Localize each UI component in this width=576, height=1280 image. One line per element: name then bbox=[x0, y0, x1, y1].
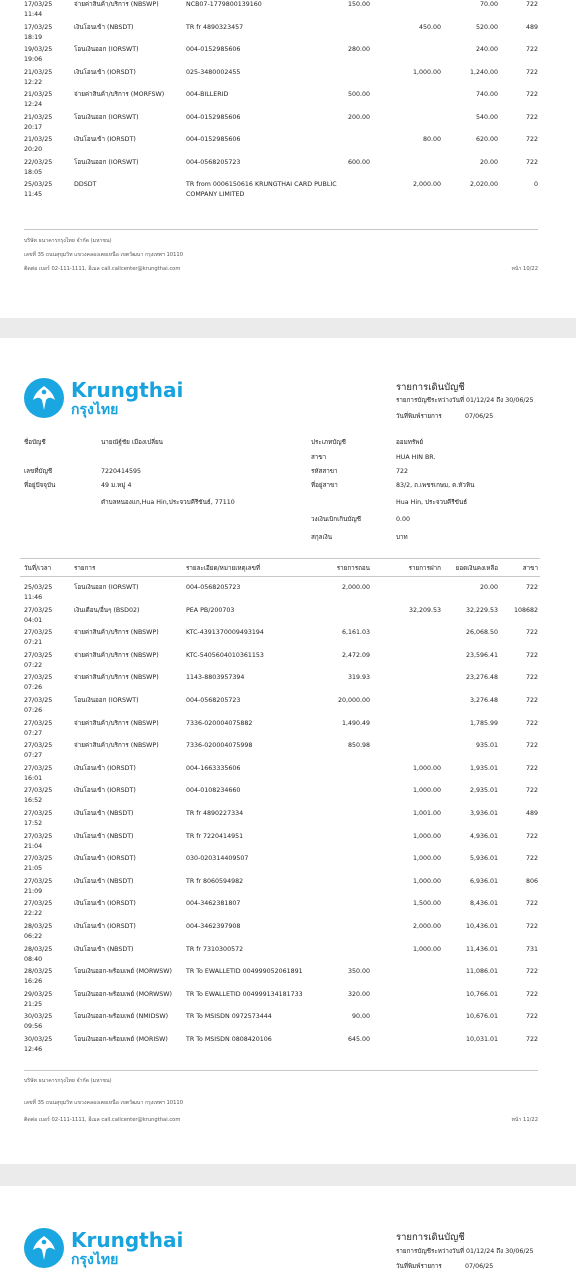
row-transaction: เงินโอนเข้า (NBSDT) bbox=[74, 810, 134, 817]
row-time: 21:25 bbox=[24, 1000, 43, 1008]
currency-label: สกุลเงิน bbox=[311, 534, 333, 541]
row-balance: 240.00 bbox=[475, 46, 498, 53]
footer-contact: ติดต่อ เบอร์ 02-111-1111, อีเมล call.callcenter@krungthai.com bbox=[24, 266, 181, 272]
statement-title: รายการเดินบัญชี bbox=[396, 382, 465, 393]
row-reference: TR To MSISDN 0808420106 bbox=[186, 1036, 272, 1043]
table-row bbox=[0, 922, 576, 944]
row-deposit: 1,500.00 bbox=[412, 900, 441, 908]
row-transaction: จ่ายค่าสินค้า/บริการ (NBSWP) bbox=[74, 719, 159, 727]
row-time: 17:52 bbox=[24, 820, 43, 827]
row-reference: 004-3462397908 bbox=[186, 923, 241, 930]
row-balance: 20.00 bbox=[479, 584, 498, 591]
row-reference: 025-3480002455 bbox=[186, 68, 241, 76]
row-reference: PEA PB/200703 bbox=[186, 606, 235, 614]
account-name-label: ชื่อบัญชี bbox=[24, 439, 46, 446]
row-time: 16:01 bbox=[24, 774, 43, 782]
col-deposit: รายการฝาก bbox=[408, 565, 441, 572]
row-date: 27/03/25 bbox=[24, 810, 53, 817]
row-branch: 722 bbox=[525, 968, 538, 976]
row-time: 07:21 bbox=[24, 639, 43, 647]
row-balance: 11,436.01 bbox=[465, 945, 498, 953]
row-time: 07:26 bbox=[24, 707, 43, 714]
row-reference: 004-0568205723 bbox=[186, 697, 241, 704]
row-balance: 5,936.01 bbox=[469, 855, 498, 863]
row-deposit: 1,000.00 bbox=[412, 764, 441, 772]
brand-name-thai: กรุงไทย bbox=[71, 402, 119, 418]
row-withdraw: 319.93 bbox=[347, 674, 370, 682]
row-time: 04:01 bbox=[24, 616, 43, 624]
row-transaction: โอนเงินออก (IORSWT) bbox=[74, 697, 139, 704]
row-date: 27/03/25 bbox=[24, 787, 53, 795]
row-date: 27/03/25 bbox=[24, 674, 53, 682]
row-transaction: เงินโอนเข้า (IORSDT) bbox=[74, 787, 136, 795]
row-time: 11:44 bbox=[24, 11, 43, 18]
row-transaction: โอนเงินออก (IORSWT) bbox=[74, 584, 139, 591]
table-header-bottom-rule bbox=[20, 576, 540, 577]
footer-address: เลขที่ 35 ถนนสุขุมวิท แขวงคลองเตยเหนือ เขตวัฒนา กรุงเทพฯ 10110 bbox=[24, 252, 184, 258]
row-transaction: จ่ายค่าสินค้า/บริการ (NBSWP) bbox=[74, 1, 159, 8]
row-withdraw: 645.00 bbox=[347, 1036, 370, 1043]
branch-address-2: Hua Hin, ประจวบคีรีขันธ์ bbox=[396, 499, 468, 506]
currency-value: บาท bbox=[396, 534, 408, 541]
table-row bbox=[0, 45, 576, 67]
address-label: ที่อยู่ปัจจุบัน bbox=[24, 482, 56, 489]
table-row bbox=[0, 180, 576, 202]
row-transaction: เงินโอนเข้า (NBSDT) bbox=[74, 945, 134, 953]
brand-name-thai: กรุงไทย bbox=[71, 1252, 119, 1268]
row-withdraw: 2,000.00 bbox=[341, 584, 370, 591]
row-transaction: เงินโอนเข้า (IORSDT) bbox=[74, 136, 136, 143]
footer-contact: ติดต่อ เบอร์ 02-111-1111, อีเมล call.callcenter@krungthai.com bbox=[24, 1117, 181, 1123]
row-balance: 1,240.00 bbox=[469, 68, 498, 76]
row-branch: 731 bbox=[525, 945, 538, 953]
branch-code: 722 bbox=[396, 468, 409, 475]
row-transaction: โอนเงินออก-พร้อมเพย์ (MORWSW) bbox=[74, 968, 172, 976]
row-time: 16:52 bbox=[24, 797, 43, 805]
row-transaction: จ่ายค่าสินค้า/บริการ (NBSWP) bbox=[74, 674, 159, 682]
row-deposit: 2,000.00 bbox=[412, 181, 441, 188]
row-balance: 740.00 bbox=[475, 91, 498, 98]
row-withdraw: 150.00 bbox=[347, 1, 370, 8]
row-date: 27/03/25 bbox=[24, 697, 53, 704]
row-time: 22:22 bbox=[24, 910, 43, 918]
row-reference: TR fr 7310300572 bbox=[186, 945, 244, 953]
address-line-2: ตำบลหนองแก,Hua Hin,ประจวบคีรีขันธ์, 77110 bbox=[101, 499, 235, 506]
table-row bbox=[0, 0, 576, 22]
krungthai-bird-logo-icon bbox=[24, 378, 64, 418]
row-balance: 540.00 bbox=[475, 113, 498, 121]
row-withdraw: 20,000.00 bbox=[337, 697, 370, 704]
col-transaction: รายการ bbox=[74, 565, 96, 572]
row-time: 19:06 bbox=[24, 56, 43, 63]
row-branch: 722 bbox=[525, 787, 538, 795]
row-time: 07:27 bbox=[24, 752, 43, 760]
row-reference: TR fr 7220414951 bbox=[186, 832, 244, 840]
row-branch: 806 bbox=[525, 877, 538, 885]
table-row bbox=[0, 832, 576, 854]
branch-name: HUA HIN BR. bbox=[396, 454, 436, 461]
row-reference: TR To MSISDN 0972573444 bbox=[186, 1013, 272, 1021]
col-branch: สาขา bbox=[522, 565, 538, 572]
row-transaction: เงินโอนเข้า (NBSDT) bbox=[74, 832, 134, 840]
row-reference: TR from 0006150616 KRUNGTHAI CARD PUBLIC bbox=[186, 181, 337, 188]
branch-address-label: ที่อยู่สาขา bbox=[311, 482, 338, 489]
row-time: 21:04 bbox=[24, 842, 43, 850]
row-reference: 004-0108234660 bbox=[186, 787, 241, 795]
row-time: 12:22 bbox=[24, 78, 43, 86]
row-date: 19/03/25 bbox=[24, 46, 53, 53]
row-branch: 108682 bbox=[513, 606, 538, 614]
row-reference: 004-0152985606 bbox=[186, 113, 241, 121]
row-date: 29/03/25 bbox=[24, 990, 53, 998]
row-withdraw: 2,472.09 bbox=[341, 651, 370, 659]
row-deposit: 1,000.00 bbox=[412, 68, 441, 76]
row-deposit: 80.00 bbox=[422, 136, 441, 143]
col-reference: รายละเอียด/หมายเหตุเลขที่ bbox=[186, 565, 261, 572]
row-balance: 32,229.53 bbox=[465, 606, 498, 614]
statement-period: รายการบัญชีระหว่างวันที่ 01/12/24 ถึง 30/06/25 bbox=[396, 1248, 534, 1255]
row-reference: TR To EWALLETID 004999052061891 bbox=[186, 968, 303, 976]
table-row bbox=[0, 696, 576, 718]
row-branch: 722 bbox=[525, 764, 538, 772]
row-branch: 722 bbox=[525, 1, 538, 8]
row-deposit: 1,001.00 bbox=[412, 810, 441, 817]
row-branch: 722 bbox=[525, 136, 538, 143]
row-reference: 004-1663335606 bbox=[186, 764, 241, 772]
row-reference: 004-3462381807 bbox=[186, 900, 241, 908]
table-row bbox=[0, 651, 576, 673]
row-withdraw: 600.00 bbox=[347, 158, 370, 166]
table-row bbox=[0, 967, 576, 989]
row-time: 07:27 bbox=[24, 729, 43, 737]
table-row bbox=[0, 945, 576, 967]
row-reference: NCB07-1779800139160 bbox=[186, 1, 262, 8]
row-transaction: โอนเงินออก-พร้อมเพย์ (NMIDSW) bbox=[74, 1013, 169, 1021]
row-reference: TR fr 8060594982 bbox=[186, 877, 244, 885]
row-transaction: เงินเดือน/อื่นๆ (BSD02) bbox=[74, 606, 140, 614]
row-reference: 7336-020004075998 bbox=[186, 742, 253, 750]
row-time: 16:26 bbox=[24, 978, 43, 986]
row-date: 27/03/25 bbox=[24, 877, 53, 885]
row-balance: 2,020.00 bbox=[469, 181, 498, 188]
row-transaction: จ่ายค่าสินค้า/บริการ (NBSWP) bbox=[74, 742, 159, 750]
row-withdraw: 850.98 bbox=[347, 742, 370, 750]
row-date: 27/03/25 bbox=[24, 719, 53, 727]
row-balance: 6,936.01 bbox=[469, 877, 498, 885]
col-withdraw: รายการถอน bbox=[336, 565, 370, 572]
statement-period: รายการบัญชีระหว่างวันที่ 01/12/24 ถึง 30/06/25 bbox=[396, 397, 534, 404]
page-number: หน้า 11/22 bbox=[511, 1117, 538, 1123]
table-row bbox=[0, 809, 576, 831]
table-row bbox=[0, 854, 576, 876]
row-date: 27/03/25 bbox=[24, 742, 53, 750]
row-balance: 10,766.01 bbox=[465, 990, 498, 998]
table-row bbox=[0, 135, 576, 157]
row-balance: 3,276.48 bbox=[469, 697, 498, 704]
row-branch: 722 bbox=[525, 832, 538, 840]
row-date: 27/03/25 bbox=[24, 629, 53, 637]
row-balance: 26,068.50 bbox=[465, 629, 498, 637]
row-reference: 004-0152985606 bbox=[186, 136, 241, 143]
address-line-1: 49 ม.หมู่ 4 bbox=[101, 482, 132, 489]
row-branch: 489 bbox=[525, 23, 538, 31]
table-row bbox=[0, 786, 576, 808]
overdraft-value: 0.00 bbox=[396, 516, 411, 523]
row-time: 20:17 bbox=[24, 123, 43, 131]
row-date: 17/03/25 bbox=[24, 23, 53, 31]
account-type: ออมทรัพย์ bbox=[396, 439, 424, 446]
footer-company: บริษัท ธนาคารกรุงไทย จำกัด (มหาชน) bbox=[24, 238, 112, 244]
row-reference: 004-0568205723 bbox=[186, 158, 241, 166]
row-branch: 722 bbox=[525, 900, 538, 908]
row-branch: 722 bbox=[525, 990, 538, 998]
col-date: วันที่/เวลา bbox=[24, 565, 52, 572]
row-deposit: 1,000.00 bbox=[412, 855, 441, 863]
row-time: 08:40 bbox=[24, 955, 43, 963]
row-withdraw: 200.00 bbox=[347, 113, 370, 121]
row-branch: 722 bbox=[525, 584, 538, 591]
row-branch: 722 bbox=[525, 923, 538, 930]
row-time: 12:46 bbox=[24, 1046, 43, 1053]
row-time: 18:19 bbox=[24, 33, 43, 41]
footer-divider bbox=[24, 229, 538, 230]
row-deposit: 1,000.00 bbox=[412, 945, 441, 953]
table-row bbox=[0, 583, 576, 605]
brand-name: Krungthai bbox=[71, 378, 184, 402]
row-deposit: 2,000.00 bbox=[412, 923, 441, 930]
row-reference: KTC-4391370009493194 bbox=[186, 629, 264, 637]
row-transaction: โอนเงินออก (IORSWT) bbox=[74, 113, 139, 121]
row-transaction: โอนเงินออก-พร้อมเพย์ (MORISW) bbox=[74, 1036, 168, 1043]
row-balance: 10,436.01 bbox=[465, 923, 498, 930]
row-balance: 10,031.01 bbox=[465, 1036, 498, 1043]
row-transaction: เงินโอนเข้า (NBSDT) bbox=[74, 877, 134, 885]
row-date: 27/03/25 bbox=[24, 855, 53, 863]
row-date: 25/03/25 bbox=[24, 584, 53, 591]
row-deposit: 450.00 bbox=[418, 23, 441, 31]
row-date: 28/03/25 bbox=[24, 923, 53, 930]
issue-label: วันที่พิมพ์รายการ bbox=[396, 413, 442, 420]
issue-date: 07/06/25 bbox=[465, 1263, 494, 1270]
row-balance: 2,935.01 bbox=[469, 787, 498, 795]
table-row bbox=[0, 113, 576, 135]
row-reference: 004-BILLERID bbox=[186, 91, 229, 98]
row-date: 27/03/25 bbox=[24, 764, 53, 772]
row-balance: 8,436.01 bbox=[469, 900, 498, 908]
row-transaction: จ่ายค่าสินค้า/บริการ (MORFSW) bbox=[74, 91, 165, 98]
row-transaction: เงินโอนเข้า (NBSDT) bbox=[74, 23, 134, 31]
row-date: 27/03/25 bbox=[24, 832, 53, 840]
row-reference-cont: COMPANY LIMITED bbox=[186, 191, 245, 198]
row-date: 22/03/25 bbox=[24, 158, 53, 166]
row-time: 07:26 bbox=[24, 684, 43, 692]
row-time: 12:24 bbox=[24, 101, 43, 108]
row-reference: 004-0568205723 bbox=[186, 584, 241, 591]
row-balance: 70.00 bbox=[479, 1, 498, 8]
row-withdraw: 280.00 bbox=[347, 46, 370, 53]
table-row bbox=[0, 1035, 576, 1057]
statement-title: รายการเดินบัญชี bbox=[396, 1232, 465, 1243]
row-balance: 935.01 bbox=[475, 742, 498, 750]
row-withdraw: 350.00 bbox=[347, 968, 370, 976]
row-date: 17/03/25 bbox=[24, 1, 53, 8]
col-balance: ยอดเงินคงเหลือ bbox=[455, 565, 498, 572]
row-transaction: เงินโอนเข้า (IORSDT) bbox=[74, 68, 136, 76]
account-type-label: ประเภทบัญชี bbox=[311, 439, 346, 446]
row-balance: 1,935.01 bbox=[469, 764, 498, 772]
row-date: 27/03/25 bbox=[24, 606, 53, 614]
row-branch: 722 bbox=[525, 742, 538, 750]
row-deposit: 1,000.00 bbox=[412, 787, 441, 795]
row-reference: 7336-020004075882 bbox=[186, 719, 253, 727]
row-transaction: DDSDT bbox=[74, 181, 97, 188]
table-row bbox=[0, 990, 576, 1012]
branch-label: สาขา bbox=[311, 454, 327, 461]
table-row bbox=[0, 673, 576, 695]
row-reference: 1143-8803957394 bbox=[186, 674, 245, 682]
table-row bbox=[0, 90, 576, 112]
row-withdraw: 500.00 bbox=[347, 91, 370, 98]
account-number: 7220414595 bbox=[101, 468, 142, 475]
row-branch: 489 bbox=[525, 810, 538, 817]
issue-date: 07/06/25 bbox=[465, 413, 494, 420]
table-row bbox=[0, 741, 576, 763]
row-reference: TR To EWALLETID 004999134181733 bbox=[186, 990, 303, 998]
row-deposit: 32,209.53 bbox=[408, 606, 441, 614]
row-date: 25/03/25 bbox=[24, 181, 53, 188]
row-date: 28/03/25 bbox=[24, 968, 53, 976]
footer-company: บริษัท ธนาคารกรุงไทย จำกัด (มหาชน) bbox=[24, 1078, 112, 1084]
table-row bbox=[0, 23, 576, 45]
row-balance: 23,276.48 bbox=[465, 674, 498, 682]
issue-label: วันที่พิมพ์รายการ bbox=[396, 1263, 442, 1270]
row-date: 21/03/25 bbox=[24, 113, 53, 121]
row-branch: 722 bbox=[525, 719, 538, 727]
krungthai-bird-logo-icon bbox=[24, 1228, 64, 1268]
row-balance: 20.00 bbox=[479, 158, 498, 166]
row-transaction: โอนเงินออก (IORSWT) bbox=[74, 158, 139, 166]
row-branch: 722 bbox=[525, 68, 538, 76]
row-branch: 722 bbox=[525, 697, 538, 704]
row-branch: 722 bbox=[525, 651, 538, 659]
row-transaction: เงินโอนเข้า (IORSDT) bbox=[74, 923, 136, 930]
row-date: 28/03/25 bbox=[24, 945, 53, 953]
account-name: นายณัฐ์ชัย เมืองเปลี่ยน bbox=[101, 439, 163, 446]
row-branch: 722 bbox=[525, 113, 538, 121]
row-date: 27/03/25 bbox=[24, 651, 53, 659]
page-number: หน้า 10/22 bbox=[511, 266, 538, 272]
table-row bbox=[0, 1012, 576, 1034]
row-balance: 3,936.01 bbox=[469, 810, 498, 817]
row-balance: 620.00 bbox=[475, 136, 498, 143]
row-time: 09:56 bbox=[24, 1023, 43, 1031]
row-reference: TR fr 4890323457 bbox=[186, 23, 244, 31]
row-branch: 0 bbox=[533, 181, 538, 188]
row-time: 20:20 bbox=[24, 146, 43, 153]
row-date: 30/03/25 bbox=[24, 1013, 53, 1021]
row-date: 21/03/25 bbox=[24, 91, 53, 98]
brand-name: Krungthai bbox=[71, 1228, 184, 1252]
row-date: 21/03/25 bbox=[24, 136, 53, 143]
table-row bbox=[0, 628, 576, 650]
row-branch: 722 bbox=[525, 158, 538, 166]
table-row bbox=[0, 606, 576, 628]
account-number-label: เลขที่บัญชี bbox=[24, 468, 53, 475]
row-reference: 030-020314409507 bbox=[186, 855, 249, 863]
row-branch: 722 bbox=[525, 674, 538, 682]
row-balance: 10,676.01 bbox=[465, 1013, 498, 1021]
footer-divider bbox=[24, 1070, 538, 1071]
row-deposit: 1,000.00 bbox=[412, 877, 441, 885]
row-reference: 004-0152985606 bbox=[186, 46, 241, 53]
statement-page-10 bbox=[0, 0, 576, 318]
row-reference: KTC-5405604010361153 bbox=[186, 651, 264, 659]
branch-address-1: 83/2, ถ.เพชรเกษม, ต.หัวหิน bbox=[396, 482, 475, 489]
row-time: 07:22 bbox=[24, 661, 43, 669]
row-withdraw: 320.00 bbox=[347, 990, 370, 998]
row-time: 11:45 bbox=[24, 191, 43, 198]
footer-address: เลขที่ 35 ถนนสุขุมวิท แขวงคลองเตยเหนือ เขตวัฒนา กรุงเทพฯ 10110 bbox=[24, 1100, 184, 1106]
row-transaction: โอนเงินออก-พร้อมเพย์ (MORWSW) bbox=[74, 990, 172, 998]
table-row bbox=[0, 899, 576, 921]
row-time: 11:46 bbox=[24, 594, 43, 601]
row-transaction: จ่ายค่าสินค้า/บริการ (NBSWP) bbox=[74, 629, 159, 637]
row-transaction: จ่ายค่าสินค้า/บริการ (NBSWP) bbox=[74, 651, 159, 659]
row-time: 06:22 bbox=[24, 933, 43, 940]
row-branch: 722 bbox=[525, 1036, 538, 1043]
row-balance: 520.00 bbox=[475, 23, 498, 31]
statement-page-11 bbox=[0, 338, 576, 1164]
row-branch: 722 bbox=[525, 629, 538, 637]
overdraft-label: วงเงินเบิกเกินบัญชี bbox=[311, 516, 362, 523]
table-header-top-rule bbox=[20, 558, 540, 559]
row-branch: 722 bbox=[525, 855, 538, 863]
row-withdraw: 90.00 bbox=[351, 1013, 370, 1021]
row-reference: TR fr 4890227334 bbox=[186, 810, 244, 817]
row-transaction: เงินโอนเข้า (IORSDT) bbox=[74, 900, 136, 908]
row-deposit: 1,000.00 bbox=[412, 832, 441, 840]
row-withdraw: 1,490.49 bbox=[341, 719, 370, 727]
row-time: 21:09 bbox=[24, 887, 43, 895]
row-branch: 722 bbox=[525, 91, 538, 98]
row-transaction: เงินโอนเข้า (IORSDT) bbox=[74, 764, 136, 772]
table-row bbox=[0, 719, 576, 741]
row-balance: 4,936.01 bbox=[469, 832, 498, 840]
row-branch: 722 bbox=[525, 1013, 538, 1021]
statement-page-12 bbox=[0, 1186, 576, 1280]
row-balance: 1,785.99 bbox=[469, 719, 498, 727]
row-time: 18:05 bbox=[24, 168, 43, 176]
table-row bbox=[0, 68, 576, 90]
row-balance: 23,596.41 bbox=[465, 651, 498, 659]
table-row bbox=[0, 764, 576, 786]
row-transaction: โอนเงินออก (IORSWT) bbox=[74, 46, 139, 53]
row-branch: 722 bbox=[525, 46, 538, 53]
row-balance: 11,086.01 bbox=[465, 968, 498, 976]
table-row bbox=[0, 158, 576, 180]
row-time: 21:05 bbox=[24, 865, 43, 873]
row-withdraw: 6,161.03 bbox=[341, 629, 370, 637]
row-date: 30/03/25 bbox=[24, 1036, 53, 1043]
row-date: 27/03/25 bbox=[24, 900, 53, 908]
branch-code-label: รหัสสาขา bbox=[311, 468, 338, 475]
table-row bbox=[0, 877, 576, 899]
row-date: 21/03/25 bbox=[24, 68, 53, 76]
row-transaction: เงินโอนเข้า (IORSDT) bbox=[74, 855, 136, 863]
